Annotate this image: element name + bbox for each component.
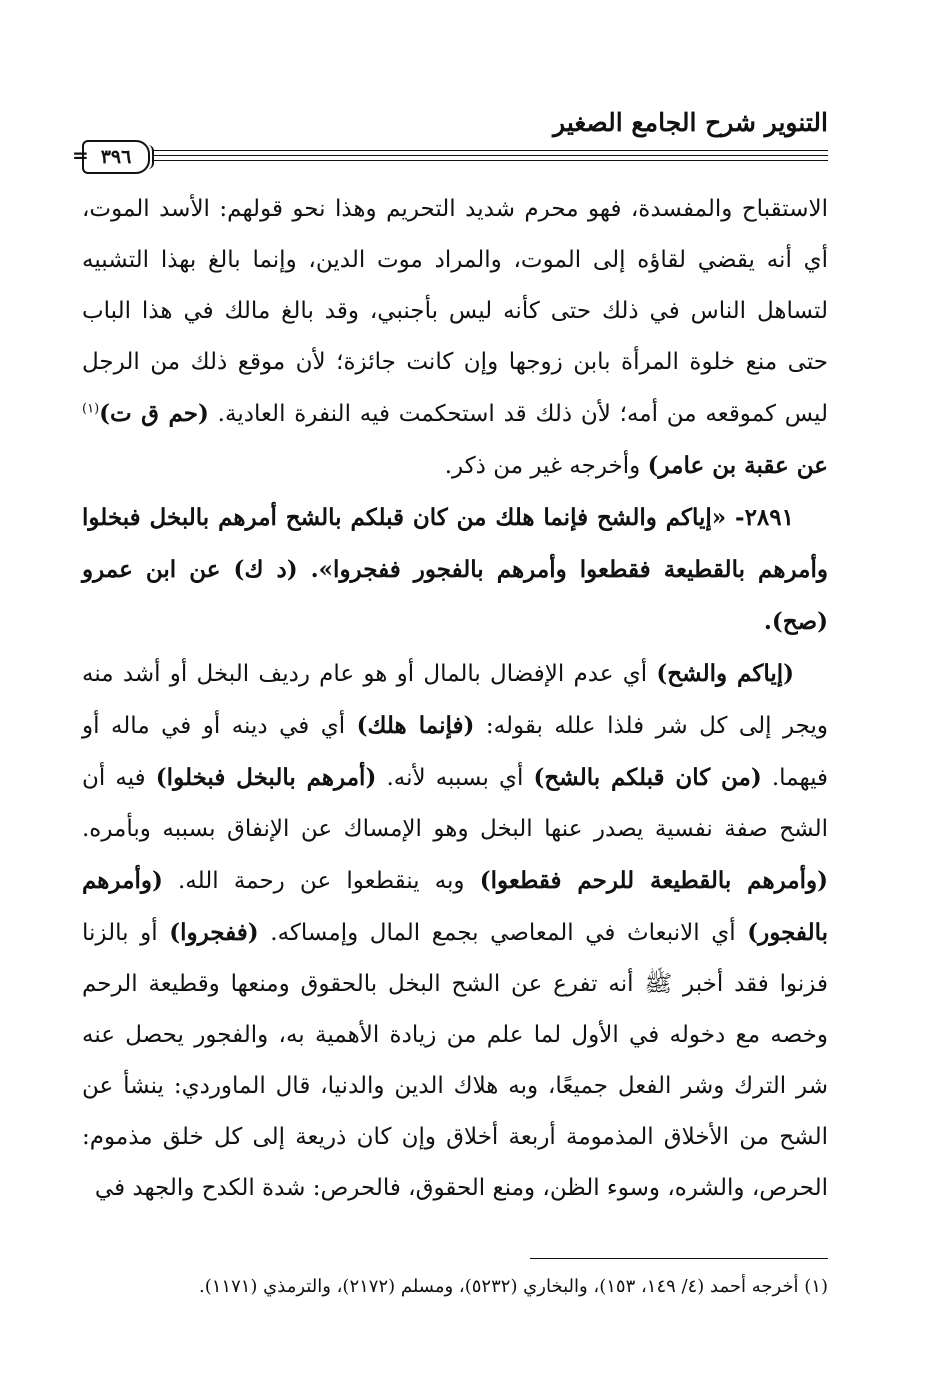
page-header: [72, 108, 828, 180]
header-rule: [152, 155, 828, 156]
quoted-phrase: (وأمرهم بالقطيعة للرحم فقطعوا): [479, 867, 828, 894]
paragraph-commentary-2: [82, 648, 828, 1214]
paragraph-text: أي بسببه لأنه.: [376, 765, 534, 791]
header-rule: [152, 150, 828, 151]
paragraph-text: وأخرجه غير من ذكر.: [444, 453, 648, 479]
quoted-phrase: (إياكم والشح): [656, 660, 795, 687]
paragraph-text: أو بالزنا فزنوا فقد أخبر ﷺ أنه تفرع عن الشح البخل بالحقوق ومنعها وقطيعة الرحم وخصه مع دخوله في الأول لما علم من زيادة الأهمية به، والفجور يحصل عنه شر الترك وشر الفعل جميعًا، وبه هلاك الدين والدنيا، قال الماوردي: ينشأ عن الشح من الأخلاق المذمومة أربعة أخلاق وإن كان ذريعة إلى كل خلق مذموم: الحرص، والشره، وسوء الظن، ومنع الحقوق، فالحرص: شدة الكدح والجهد في: [82, 920, 828, 1201]
hadith-paragraph: [82, 492, 828, 648]
paragraph-text: وبه ينقطعوا عن رحمة الله.: [162, 868, 480, 894]
footnote-rule: [530, 1258, 828, 1259]
footnote: (١) أخرجه أحمد (٤/ ١٤٩، ١٥٣)، والبخاري (٥٢٣٢)، ومسلم (٢١٧٢)، والترمذي (١١٧١).: [199, 1276, 828, 1297]
quoted-phrase: (وأمرهم بالفجور): [82, 867, 828, 946]
paragraph-text: أي عدم الإفضال بالمال أو هو عام رديف البخل أو أشد منه ويجر إلى كل شر فلذا علله بقوله:: [82, 661, 829, 739]
quoted-phrase: (أمرهم بالبخل فبخلوا): [155, 764, 377, 791]
hadith-source: (د ك) عن ابن عمرو (صح).: [82, 556, 828, 635]
book-title: التنوير شرح الجامع الصغير: [553, 108, 828, 137]
paragraph-text: الاستقباح والمفسدة، فهو محرم شديد التحريم وهذا نحو قولهم: الأسد الموت، أي أنه يقضي لقاؤه إلى الموت، والمراد موت الدين، وإنما بالغ بهذا التشبيه لتساهل الناس في ذلك حتى كأنه ليس بأجنبي، وقد بالغ مالك في هذا الباب حتى منع خلوة المرأة بابن زوجها وإن كانت جائزة؛ لأن موقع ذلك من الرجل ليس كموقعه من أمه؛ لأن ذلك قد استحكمت فيه النفرة العادية.: [82, 196, 828, 427]
source-reference: (حم ق ت): [99, 400, 209, 427]
main-text: [82, 184, 828, 1214]
footnote-marker: (١): [82, 401, 100, 417]
paragraph-text: أي في دينه أو في ماله أو فيهما.: [82, 713, 829, 791]
header-rule: [152, 160, 828, 161]
hadith-text: ٢٨٩١- «إياكم والشح فإنما هلك من كان قبلكم بالشح أمرهم بالبخل فبخلوا وأمرهم بالقطيعة فقطعوا وأمرهم بالفجور ففجروا».: [82, 504, 828, 583]
paragraph-commentary-1: [82, 184, 828, 492]
paragraph-text: فيه أن الشح صفة نفسية يصدر عنها البخل وهو الإمساك عن الإنفاق بسببه وبأمره.: [82, 765, 828, 842]
quoted-phrase: (ففجروا): [169, 919, 259, 946]
quoted-phrase: (من كان قبلكم بالشح): [533, 764, 762, 791]
source-reference: عن عقبة بن عامر): [647, 452, 828, 479]
paragraph-text: أي الانبعاث في المعاصي بجمع المال وإمساكه.: [258, 920, 748, 946]
page-number-prefix: =: [72, 143, 89, 167]
quoted-phrase: (فإنما هلك): [356, 712, 475, 739]
page-number: ٣٩٦: [82, 140, 150, 174]
